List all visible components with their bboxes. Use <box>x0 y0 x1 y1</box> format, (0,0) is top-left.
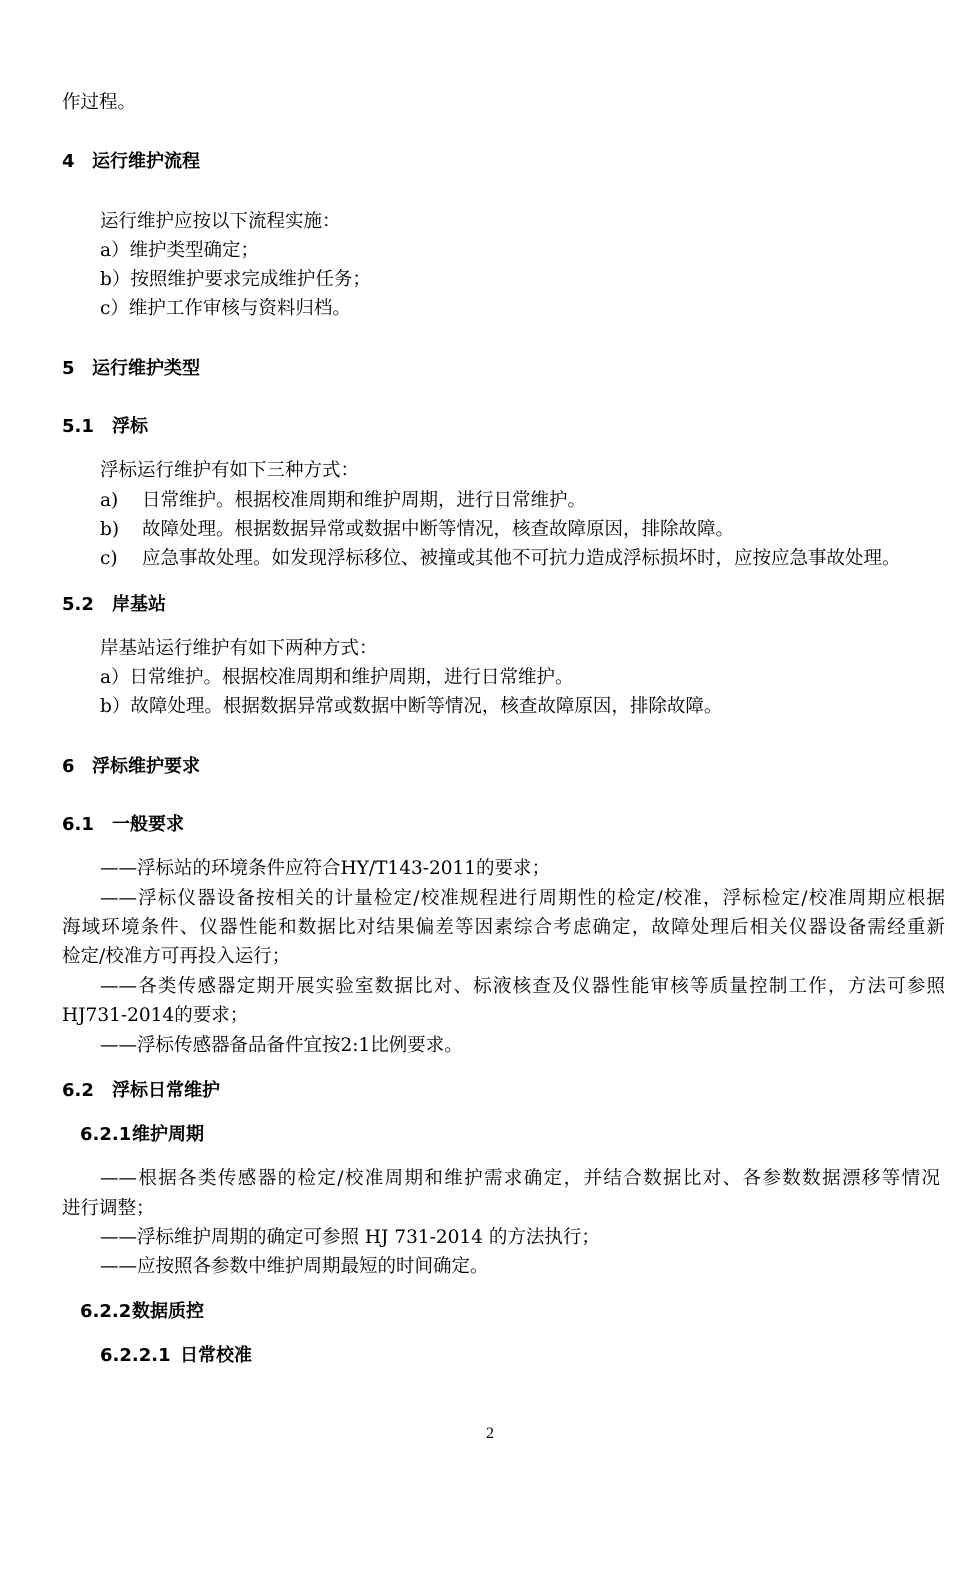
list-item <box>100 515 734 545</box>
heading-6-2-1 <box>80 1120 204 1150</box>
heading-number: 6.1 <box>62 814 94 835</box>
list-item: a）维护类型确定； <box>100 240 260 261</box>
heading-number: 6.2.2.1 <box>100 1345 171 1366</box>
list-item: a）日常维护。根据校准周期和维护周期，进行日常维护。 <box>100 667 574 688</box>
heading-title: 数据质控 <box>132 1301 204 1322</box>
page-number: 2 <box>486 1425 494 1442</box>
paragraph-line: 进行调整； <box>62 1198 155 1219</box>
heading-5 <box>62 354 200 384</box>
paragraph-line: ——浮标仪器设备按相关的计量检定/校准规程进行周期性的检定/校准，浮标检定/校准周期应根据 <box>100 888 945 909</box>
heading-number: 5.1 <box>62 416 94 437</box>
list-item: b）按照维护要求完成维护任务； <box>100 269 371 290</box>
heading-4 <box>62 147 200 177</box>
heading-6-2-2 <box>80 1297 204 1327</box>
paragraph-line: ——浮标维护周期的确定可参照 HJ 731-2014 的方法执行； <box>100 1227 600 1248</box>
paragraph-line: ——浮标传感器备品备件宜按2:1比例要求。 <box>100 1035 463 1056</box>
list-marker: a) <box>100 490 119 511</box>
paragraph-line: ——浮标站的环境条件应符合HY/T143-2011的要求； <box>100 858 551 879</box>
heading-title: 浮标 <box>112 416 148 437</box>
paragraph-line: HJ731-2014的要求； <box>62 1005 249 1026</box>
heading-title: 运行维护类型 <box>92 358 200 379</box>
heading-title: 浮标维护要求 <box>92 756 200 777</box>
paragraph-line: 海域环境条件、仪器性能和数据比对结果偏差等因素综合考虑确定，故障处理后相关仪器设备需经重新 <box>62 917 945 938</box>
heading-number: 6.2 <box>62 1080 94 1101</box>
list-item: c）维护工作审核与资料归档。 <box>100 298 351 319</box>
heading-number: 6.2.1 <box>80 1124 132 1145</box>
paragraph-intro: 浮标运行维护有如下三种方式： <box>100 460 360 481</box>
paragraph-line: 检定/校准方可再投入运行； <box>62 946 291 967</box>
list-marker: b) <box>100 519 120 540</box>
list-item: b）故障处理。根据数据异常或数据中断等情况，核查故障原因，排除故障。 <box>100 696 723 717</box>
heading-number: 6 <box>62 756 75 777</box>
continued-text: 作过程。 <box>62 92 137 113</box>
heading-title: 运行维护流程 <box>92 151 200 172</box>
heading-title: 浮标日常维护 <box>112 1080 220 1101</box>
heading-6-1 <box>62 810 184 840</box>
list-item <box>100 486 586 516</box>
heading-5-2 <box>62 590 166 620</box>
paragraph-intro: 岸基站运行维护有如下两种方式： <box>100 638 378 659</box>
heading-number: 5.2 <box>62 594 94 615</box>
heading-6-2-2-1 <box>100 1341 252 1371</box>
paragraph-line: ——根据各类传感器的检定/校准周期和维护需求确定，并结合数据比对、各参数数据漂移等情况 <box>100 1168 940 1189</box>
list-item <box>100 544 901 574</box>
list-text: 应急事故处理。如发现浮标移位、被撞或其他不可抗力造成浮标损坏时，应按应急事故处理。 <box>142 548 901 569</box>
heading-5-1 <box>62 412 148 442</box>
heading-title: 岸基站 <box>112 594 166 615</box>
heading-title: 维护周期 <box>132 1124 204 1145</box>
heading-6-2 <box>62 1076 220 1106</box>
list-text: 故障处理。根据数据异常或数据中断等情况，核查故障原因，排除故障。 <box>142 519 735 540</box>
heading-6 <box>62 752 200 782</box>
heading-title: 日常校准 <box>180 1345 252 1366</box>
heading-number: 6.2.2 <box>80 1301 132 1322</box>
list-marker: c) <box>100 548 118 569</box>
paragraph-line: ——各类传感器定期开展实验室数据比对、标液核查及仪器性能审核等质量控制工作，方法可参照 <box>100 976 945 997</box>
paragraph-line: ——应按照各参数中维护周期最短的时间确定。 <box>100 1256 489 1277</box>
heading-number: 4 <box>62 151 75 172</box>
heading-title: 一般要求 <box>112 814 184 835</box>
heading-number: 5 <box>62 358 75 379</box>
list-text: 日常维护。根据校准周期和维护周期，进行日常维护。 <box>142 490 587 511</box>
paragraph-intro: 运行维护应按以下流程实施： <box>100 211 341 232</box>
